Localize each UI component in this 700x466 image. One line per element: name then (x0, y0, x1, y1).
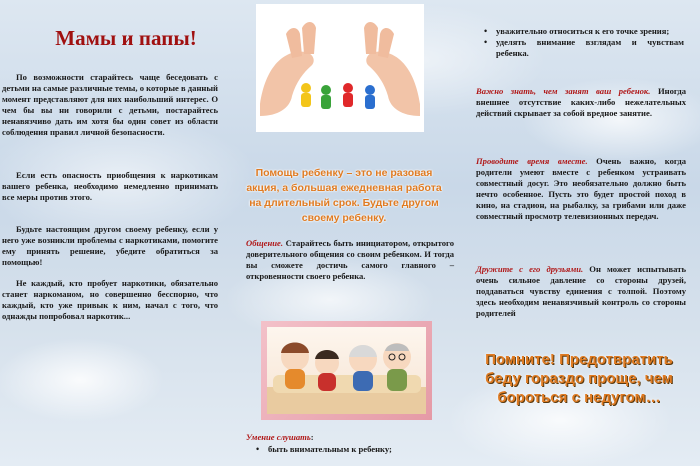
paragraph-friends: Дружите с его друзьями. Он может испытывать очень сильное давление со стороны друзей, поддаваться чувству единения с толпой. Поэтому здесь необходим ненавязчивый контроль со стороны родителей (476, 264, 686, 318)
list-item: • уделять внимание взглядам и чувствам ребенка. (474, 37, 684, 59)
keyword-know-activity: Важно знать, чем занят ваш ребенок. (476, 86, 651, 96)
remember-slogan: Помните! Предотвратить беду гораздо проще, чем бороться с недугом… (485, 351, 673, 406)
page-title: Мамы и папы! (55, 26, 197, 50)
listen-list-continued (474, 26, 684, 59)
paragraph-spend-time: Проводите время вместе. Очень важно, когда родители умеют вместе с ребенком устраивать совместный досуг. Это необязательно должно быть нечто особенное. Пусть это будет простой поход в кино, на стадион, на рыбалку, за грибами или даже совместный просмотр телевизионных передач. (476, 156, 686, 221)
keyword-spend-time: Проводите время вместе. (476, 156, 588, 166)
helper-slogan: Помощь ребенку – это не разовая акция, а большая ежедневная работа на длительный срок. Будьте другом своему ребенку. (246, 167, 442, 224)
keyword-listen: Умение слушать (246, 432, 311, 442)
list-item: • уважительно относиться к его точке зрения; (474, 26, 684, 37)
doll-family-image (261, 321, 432, 420)
list-item: • быть внимательным к ребенку; (246, 444, 456, 455)
listen-heading: Умение слушать: (246, 432, 314, 442)
hands-with-figures-image (256, 4, 424, 132)
paragraph-not-everyone: Не каждый, кто пробует наркотики, обязательно станет наркоманом, но совершенно бесспорно, что каждый, кто уже привык к ним, начал с того, что однажды попробовал наркотик... (2, 278, 218, 321)
paragraph-be-friend: Будьте настоящим другом своему ребенку, если у него уже возникли проблемы с наркотиками, помогите ему принять решение, убедите обратиться за помощью! (2, 224, 218, 267)
keyword-friends: Дружите с его друзьями. (476, 264, 584, 274)
paragraph-talk: По возможности старайтесь чаще беседовать с детьми на самые различные темы, о которые в данный момент представляют для них наибольший интерес. О чем бы вы ни говорили с детьми, постарайтесь ненавязчиво дать им хотя бы один совет из области соблюдения правил личной безопасности. (2, 72, 219, 137)
keyword-communication: Общение. (246, 238, 283, 248)
paragraph-danger: Если есть опасность приобщения к наркотикам вашего ребенка, необходимо немедленно принимать все меры против этого. (2, 170, 218, 202)
paragraph-communication: Общение. Старайтесь быть инициатором, открытого доверительного общения со своим ребенком. И тогда вы сможете достичь самого главного – откровенности своего ребенка. (246, 238, 454, 281)
paragraph-know-activity: Важно знать, чем занят ваш ребенок. Иногда внешнее отсутствие каких-либо нежелательных действий скрывает за собой вредное занятие. (476, 86, 686, 118)
listen-list (246, 444, 456, 455)
